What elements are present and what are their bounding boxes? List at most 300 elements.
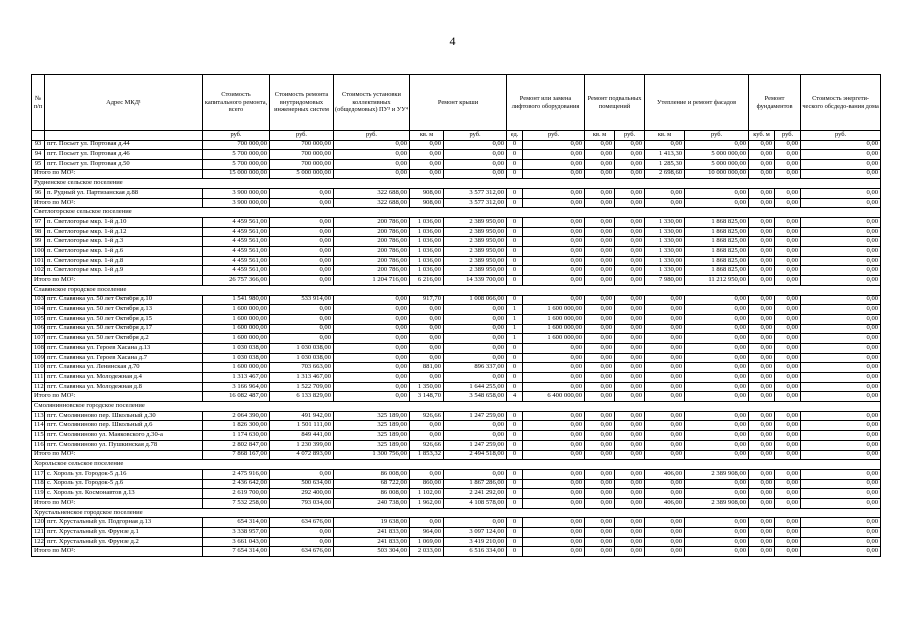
row-cell: 0,00 — [270, 528, 334, 538]
table-row — [32, 334, 881, 344]
row-cell: 0,00 — [775, 363, 801, 373]
total-cell: 0,00 — [585, 276, 615, 286]
row-cell: 0,00 — [444, 469, 507, 479]
total-cell: 3 900 000,00 — [203, 198, 270, 208]
row-cell: 0,00 — [645, 353, 685, 363]
row-cell: 0,00 — [775, 266, 801, 276]
row-cell: 0,00 — [775, 528, 801, 538]
total-cell: 0,00 — [585, 392, 615, 402]
row-cell: 1 868 825,00 — [685, 218, 749, 228]
row-cell: 4 459 561,00 — [203, 218, 270, 228]
row-cell: 0,00 — [775, 159, 801, 169]
row-cell: 0,00 — [270, 237, 334, 247]
total-label: Итого по МО²: — [32, 276, 203, 286]
row-cell: 1 350,00 — [410, 382, 444, 392]
row-cell: 2 389 950,00 — [444, 237, 507, 247]
row-cell: 1 600 000,00 — [203, 363, 270, 373]
row-cell: 0 — [507, 411, 523, 421]
row-cell: 964,00 — [410, 528, 444, 538]
row-address: пгт. Посьет ул. Портовая д.44 — [45, 140, 203, 150]
row-cell: 0,00 — [523, 479, 585, 489]
row-cell: 2 064 390,00 — [203, 411, 270, 421]
row-cell: 0,00 — [270, 324, 334, 334]
total-cell: 0,00 — [775, 169, 801, 179]
total-cell: 14 339 700,00 — [444, 276, 507, 286]
row-cell: 0,00 — [775, 343, 801, 353]
row-cell: 0,00 — [523, 343, 585, 353]
row-cell: 0,00 — [615, 489, 645, 499]
total-cell: 0,00 — [523, 498, 585, 508]
row-cell: 0,00 — [801, 305, 881, 315]
table-row — [32, 266, 881, 276]
total-cell: 0,00 — [801, 498, 881, 508]
row-number: 105 — [32, 314, 45, 324]
row-cell: 1 413,30 — [645, 150, 685, 160]
row-cell: 3 661 043,00 — [203, 537, 270, 547]
row-number: 102 — [32, 266, 45, 276]
row-number: 110 — [32, 363, 45, 373]
total-cell: 0,00 — [615, 392, 645, 402]
row-cell: 0,00 — [615, 382, 645, 392]
row-cell: 0,00 — [645, 305, 685, 315]
row-cell: 3 900 000,00 — [203, 188, 270, 198]
header-facade: Утепление и ремонт фасадов — [645, 75, 749, 131]
header-engineering-systems: Стоимость ремонта внутридомовых инженерных систем — [270, 75, 334, 131]
row-cell: 0 — [507, 256, 523, 266]
row-cell: 1 036,00 — [410, 218, 444, 228]
row-cell: 0,00 — [615, 353, 645, 363]
total-label: Итого по МО²: — [32, 198, 203, 208]
row-cell: 4 459 561,00 — [203, 266, 270, 276]
row-cell: 0,00 — [615, 518, 645, 528]
row-cell: 2 389 950,00 — [444, 256, 507, 266]
row-cell: 0,00 — [645, 343, 685, 353]
row-cell: 0,00 — [585, 363, 615, 373]
row-cell: 200 786,00 — [334, 256, 410, 266]
row-address: пгт. Хрустальный ул. Подгорная д.13 — [45, 518, 203, 528]
row-cell: 0,00 — [585, 247, 615, 257]
row-cell: 0,00 — [615, 237, 645, 247]
row-cell: 0,00 — [801, 324, 881, 334]
row-cell: 0,00 — [585, 188, 615, 198]
row-cell: 0,00 — [585, 218, 615, 228]
table-row — [32, 188, 881, 198]
row-cell: 0,00 — [775, 469, 801, 479]
header-basement: Ремонт подвальных помещений — [585, 75, 645, 131]
row-cell: 1 — [507, 334, 523, 344]
total-cell: 26 757 366,00 — [203, 276, 270, 286]
row-cell: 1 868 825,00 — [685, 227, 749, 237]
row-cell: 0,00 — [585, 150, 615, 160]
row-cell: 0,00 — [775, 334, 801, 344]
row-cell: 1 868 825,00 — [685, 247, 749, 257]
row-number: 99 — [32, 237, 45, 247]
row-cell: 1 600 000,00 — [523, 334, 585, 344]
row-cell: 0,00 — [585, 537, 615, 547]
row-cell: 0,00 — [585, 237, 615, 247]
total-cell: 0 — [507, 450, 523, 460]
row-cell: 0,00 — [615, 188, 645, 198]
row-cell: 0,00 — [645, 421, 685, 431]
row-number: 104 — [32, 305, 45, 315]
row-cell: 0,00 — [645, 489, 685, 499]
table-row — [32, 382, 881, 392]
row-cell: 908,00 — [410, 188, 444, 198]
row-cell: 0,00 — [615, 140, 645, 150]
row-cell: 0,00 — [749, 159, 775, 169]
total-row — [32, 498, 881, 508]
row-cell: 0 — [507, 218, 523, 228]
row-cell: 0,00 — [685, 479, 749, 489]
row-cell: 0 — [507, 518, 523, 528]
total-cell: 1 962,00 — [410, 498, 444, 508]
total-cell: 0,00 — [645, 198, 685, 208]
total-row — [32, 392, 881, 402]
row-cell: 0,00 — [585, 295, 615, 305]
row-cell: 0,00 — [801, 363, 881, 373]
row-cell: 0,00 — [585, 421, 615, 431]
row-address: п. Рудный ул. Партизанская д.88 — [45, 188, 203, 198]
row-cell: 0,00 — [523, 256, 585, 266]
row-cell: 0,00 — [685, 343, 749, 353]
row-cell: 0,00 — [585, 227, 615, 237]
row-cell: 1 247 259,00 — [444, 440, 507, 450]
row-cell: 0,00 — [749, 314, 775, 324]
total-cell: 0 — [507, 169, 523, 179]
row-cell: 0,00 — [585, 314, 615, 324]
row-cell: 0,00 — [775, 140, 801, 150]
row-cell: 4 459 561,00 — [203, 227, 270, 237]
row-cell: 0,00 — [749, 373, 775, 383]
row-cell: 1 285,30 — [645, 159, 685, 169]
table-row — [32, 537, 881, 547]
total-cell: 2 698,60 — [645, 169, 685, 179]
table-row — [32, 353, 881, 363]
row-cell: 0,00 — [444, 324, 507, 334]
row-cell: 0,00 — [801, 382, 881, 392]
row-cell: 0,00 — [410, 343, 444, 353]
row-number: 94 — [32, 150, 45, 160]
row-cell: 0,00 — [585, 440, 615, 450]
header-address: Адрес МКД¹ — [45, 75, 203, 131]
row-cell: 0,00 — [749, 150, 775, 160]
row-cell: 0,00 — [270, 305, 334, 315]
row-cell: 0,00 — [775, 479, 801, 489]
table-row — [32, 237, 881, 247]
table-row — [32, 305, 881, 315]
row-number: 107 — [32, 334, 45, 344]
row-cell: 0,00 — [523, 218, 585, 228]
row-cell: 292 400,00 — [270, 489, 334, 499]
total-cell: 0,00 — [749, 498, 775, 508]
row-cell: 0,00 — [585, 324, 615, 334]
row-cell: 0,00 — [523, 373, 585, 383]
row-cell: 0,00 — [749, 469, 775, 479]
total-cell: 7 980,00 — [645, 276, 685, 286]
row-cell: 0,00 — [334, 295, 410, 305]
table-row — [32, 343, 881, 353]
row-cell: 4 459 561,00 — [203, 237, 270, 247]
header-meters: Стоимость установки коллективных (общедомовых) ПУ³ и УУ⁴ — [334, 75, 410, 131]
total-cell: 0 — [507, 198, 523, 208]
row-cell: 0,00 — [775, 518, 801, 528]
total-cell: 0,00 — [801, 547, 881, 557]
table-row — [32, 373, 881, 383]
row-cell: 0,00 — [270, 256, 334, 266]
row-cell: 0,00 — [685, 528, 749, 538]
row-cell: 1 313 467,00 — [270, 373, 334, 383]
table-row — [32, 431, 881, 441]
repair-cost-table — [31, 74, 881, 557]
total-row — [32, 547, 881, 557]
table-row — [32, 295, 881, 305]
row-cell: 2 619 700,00 — [203, 489, 270, 499]
total-cell: 6 216,00 — [410, 276, 444, 286]
total-label: Итого по МО²: — [32, 498, 203, 508]
row-cell: 0,00 — [801, 343, 881, 353]
row-cell: 0,00 — [775, 295, 801, 305]
row-cell: 1 868 825,00 — [685, 256, 749, 266]
row-cell: 0,00 — [523, 353, 585, 363]
total-cell: 0,00 — [749, 169, 775, 179]
row-cell: 0,00 — [775, 256, 801, 266]
row-cell: 0,00 — [645, 518, 685, 528]
row-cell: 0,00 — [749, 237, 775, 247]
total-cell: 0,00 — [801, 450, 881, 460]
header-unit-spacer — [32, 131, 45, 141]
row-cell: 86 008,00 — [334, 469, 410, 479]
row-address: п. Светлогорье мкр. 1-й д.3 — [45, 237, 203, 247]
row-cell: 0,00 — [585, 469, 615, 479]
row-cell: 0 — [507, 237, 523, 247]
row-address: пгт. Славянка ул. 50 лет Октября д.15 — [45, 314, 203, 324]
row-address: пгт. Смоляниново ул. Пушкинская д.78 — [45, 440, 203, 450]
total-cell: 3 577 312,00 — [444, 198, 507, 208]
row-cell: 0,00 — [270, 188, 334, 198]
total-cell: 908,00 — [410, 198, 444, 208]
row-cell: 0,00 — [801, 469, 881, 479]
total-cell: 0,00 — [685, 198, 749, 208]
row-cell: 5 000 000,00 — [685, 159, 749, 169]
total-cell: 0,00 — [775, 198, 801, 208]
row-number: 106 — [32, 324, 45, 334]
row-number: 118 — [32, 479, 45, 489]
row-cell: 0,00 — [775, 353, 801, 363]
row-cell: 0,00 — [775, 440, 801, 450]
row-cell: 0,00 — [801, 334, 881, 344]
row-cell: 5 700 000,00 — [203, 159, 270, 169]
section-row — [32, 285, 881, 295]
row-address: пгт. Славянка ул. Героев Хасана д.13 — [45, 343, 203, 353]
row-cell: 0,00 — [410, 150, 444, 160]
row-address: пгт. Славянка ул. Ленинская д.70 — [45, 363, 203, 373]
row-cell: 917,70 — [410, 295, 444, 305]
row-cell: 1 030 038,00 — [270, 343, 334, 353]
row-cell: 0 — [507, 295, 523, 305]
row-cell: 200 786,00 — [334, 227, 410, 237]
row-cell: 849 441,00 — [270, 431, 334, 441]
row-cell: 0 — [507, 373, 523, 383]
row-cell: 0,00 — [801, 411, 881, 421]
row-number: 101 — [32, 256, 45, 266]
row-cell: 1 541 980,00 — [203, 295, 270, 305]
total-cell: 0,00 — [585, 198, 615, 208]
row-cell: 0,00 — [645, 188, 685, 198]
row-address: пгт. Посьет ул. Портовая д.50 — [45, 159, 203, 169]
row-cell: 0,00 — [410, 353, 444, 363]
total-label: Итого по МО²: — [32, 169, 203, 179]
header-elevator: Ремонт или замена лифтового оборудования — [507, 75, 585, 131]
table-row — [32, 440, 881, 450]
row-cell: 0 — [507, 421, 523, 431]
total-cell: 4 072 893,00 — [270, 450, 334, 460]
row-number: 96 — [32, 188, 45, 198]
row-cell: 2 389 950,00 — [444, 266, 507, 276]
total-cell: 0,00 — [645, 547, 685, 557]
table-row — [32, 150, 881, 160]
row-cell: 0,00 — [615, 305, 645, 315]
row-cell: 0,00 — [801, 353, 881, 363]
row-cell: 0,00 — [749, 489, 775, 499]
total-cell: 0,00 — [685, 450, 749, 460]
total-cell: 0 — [507, 498, 523, 508]
row-cell: 0,00 — [523, 227, 585, 237]
header-unit: руб. — [270, 131, 334, 141]
row-number: 112 — [32, 382, 45, 392]
row-address: пгт. Хрустальный ул. Фрунзе д.2 — [45, 537, 203, 547]
total-cell: 0,00 — [685, 392, 749, 402]
row-cell: 0,00 — [615, 218, 645, 228]
total-cell: 0,00 — [801, 276, 881, 286]
row-cell: 0,00 — [444, 150, 507, 160]
row-cell: 0,00 — [334, 363, 410, 373]
row-cell: 0,00 — [410, 431, 444, 441]
header-unit: руб. — [615, 131, 645, 141]
total-cell: 3 548 658,00 — [444, 392, 507, 402]
total-label: Итого по МО²: — [32, 547, 203, 557]
row-cell: 0,00 — [801, 431, 881, 441]
row-cell: 700 000,00 — [270, 150, 334, 160]
row-cell: 3 097 124,00 — [444, 528, 507, 538]
row-number: 121 — [32, 528, 45, 538]
table-row — [32, 363, 881, 373]
row-cell: 1 600 000,00 — [523, 305, 585, 315]
row-cell: 0 — [507, 159, 523, 169]
total-cell: 0,00 — [523, 450, 585, 460]
row-number: 117 — [32, 469, 45, 479]
row-cell: 0,00 — [523, 247, 585, 257]
row-number: 115 — [32, 431, 45, 441]
row-cell: 700 000,00 — [270, 159, 334, 169]
row-cell: 0,00 — [410, 518, 444, 528]
row-cell: 1 600 000,00 — [523, 324, 585, 334]
row-cell: 0,00 — [749, 295, 775, 305]
row-cell: 1 330,00 — [645, 237, 685, 247]
row-cell: 2 436 642,00 — [203, 479, 270, 489]
row-cell: 0,00 — [775, 227, 801, 237]
row-cell: 2 389 950,00 — [444, 227, 507, 237]
total-cell: 0,00 — [749, 276, 775, 286]
total-cell: 1 300 756,00 — [334, 450, 410, 460]
total-cell: 0,00 — [585, 498, 615, 508]
row-cell: 0,00 — [523, 237, 585, 247]
row-cell: 0,00 — [523, 188, 585, 198]
total-cell: 0,00 — [523, 276, 585, 286]
row-cell: 0,00 — [801, 314, 881, 324]
row-cell: 0,00 — [801, 159, 881, 169]
total-cell: 0,00 — [775, 498, 801, 508]
row-cell: 0,00 — [801, 188, 881, 198]
row-cell: 2 389 908,00 — [685, 469, 749, 479]
row-cell: 0,00 — [749, 305, 775, 315]
total-cell: 0,00 — [645, 392, 685, 402]
row-address: пгт. Славянка ул. Молодежная д.8 — [45, 382, 203, 392]
row-cell: 1 330,00 — [645, 218, 685, 228]
total-cell: 10 000 000,00 — [685, 169, 749, 179]
row-number: 119 — [32, 489, 45, 499]
row-cell: 325 189,00 — [334, 421, 410, 431]
row-cell: 0,00 — [775, 537, 801, 547]
row-cell: 1 230 399,00 — [270, 440, 334, 450]
row-cell: 0,00 — [585, 479, 615, 489]
row-cell: 1 036,00 — [410, 247, 444, 257]
total-cell: 1 853,32 — [410, 450, 444, 460]
section-title: Хорольское сельское поселение — [32, 460, 881, 470]
total-cell: 322 688,00 — [334, 198, 410, 208]
row-cell: 3 419 210,00 — [444, 537, 507, 547]
row-cell: 0,00 — [410, 324, 444, 334]
row-number: 109 — [32, 353, 45, 363]
row-cell: 0,00 — [270, 227, 334, 237]
row-cell: 0,00 — [585, 411, 615, 421]
row-cell: 0,00 — [615, 324, 645, 334]
row-cell: 1 313 467,00 — [203, 373, 270, 383]
row-cell: 19 638,00 — [334, 518, 410, 528]
row-cell: 0,00 — [444, 159, 507, 169]
row-cell: 0,00 — [685, 518, 749, 528]
row-cell: 0,00 — [585, 489, 615, 499]
total-cell: 0,00 — [615, 198, 645, 208]
total-cell: 1 204 716,00 — [334, 276, 410, 286]
row-cell: 325 189,00 — [334, 440, 410, 450]
header-unit: куб. м — [749, 131, 775, 141]
total-cell: 503 304,00 — [334, 547, 410, 557]
total-cell: 6 516 334,00 — [444, 547, 507, 557]
row-number: 113 — [32, 411, 45, 421]
row-cell: 1 030 038,00 — [270, 353, 334, 363]
total-cell: 793 034,00 — [270, 498, 334, 508]
total-cell: 3 148,70 — [410, 392, 444, 402]
row-cell: 0,00 — [645, 382, 685, 392]
row-cell: 241 833,00 — [334, 537, 410, 547]
row-cell: 0,00 — [749, 518, 775, 528]
total-cell: 0,00 — [775, 547, 801, 557]
row-cell: 0,00 — [749, 363, 775, 373]
row-cell: 0,00 — [775, 421, 801, 431]
total-cell: 5 000 000,00 — [270, 169, 334, 179]
row-cell: 1 008 066,00 — [444, 295, 507, 305]
row-number: 98 — [32, 227, 45, 237]
row-cell: 0,00 — [444, 140, 507, 150]
row-cell: 325 189,00 — [334, 431, 410, 441]
row-cell: 0,00 — [523, 266, 585, 276]
row-cell: 1 036,00 — [410, 256, 444, 266]
row-cell: 0,00 — [801, 373, 881, 383]
table-row — [32, 469, 881, 479]
row-cell: 0,00 — [334, 140, 410, 150]
row-cell: 0,00 — [585, 256, 615, 266]
row-address: пгт. Славянка ул. Молодежная д.4 — [45, 373, 203, 383]
